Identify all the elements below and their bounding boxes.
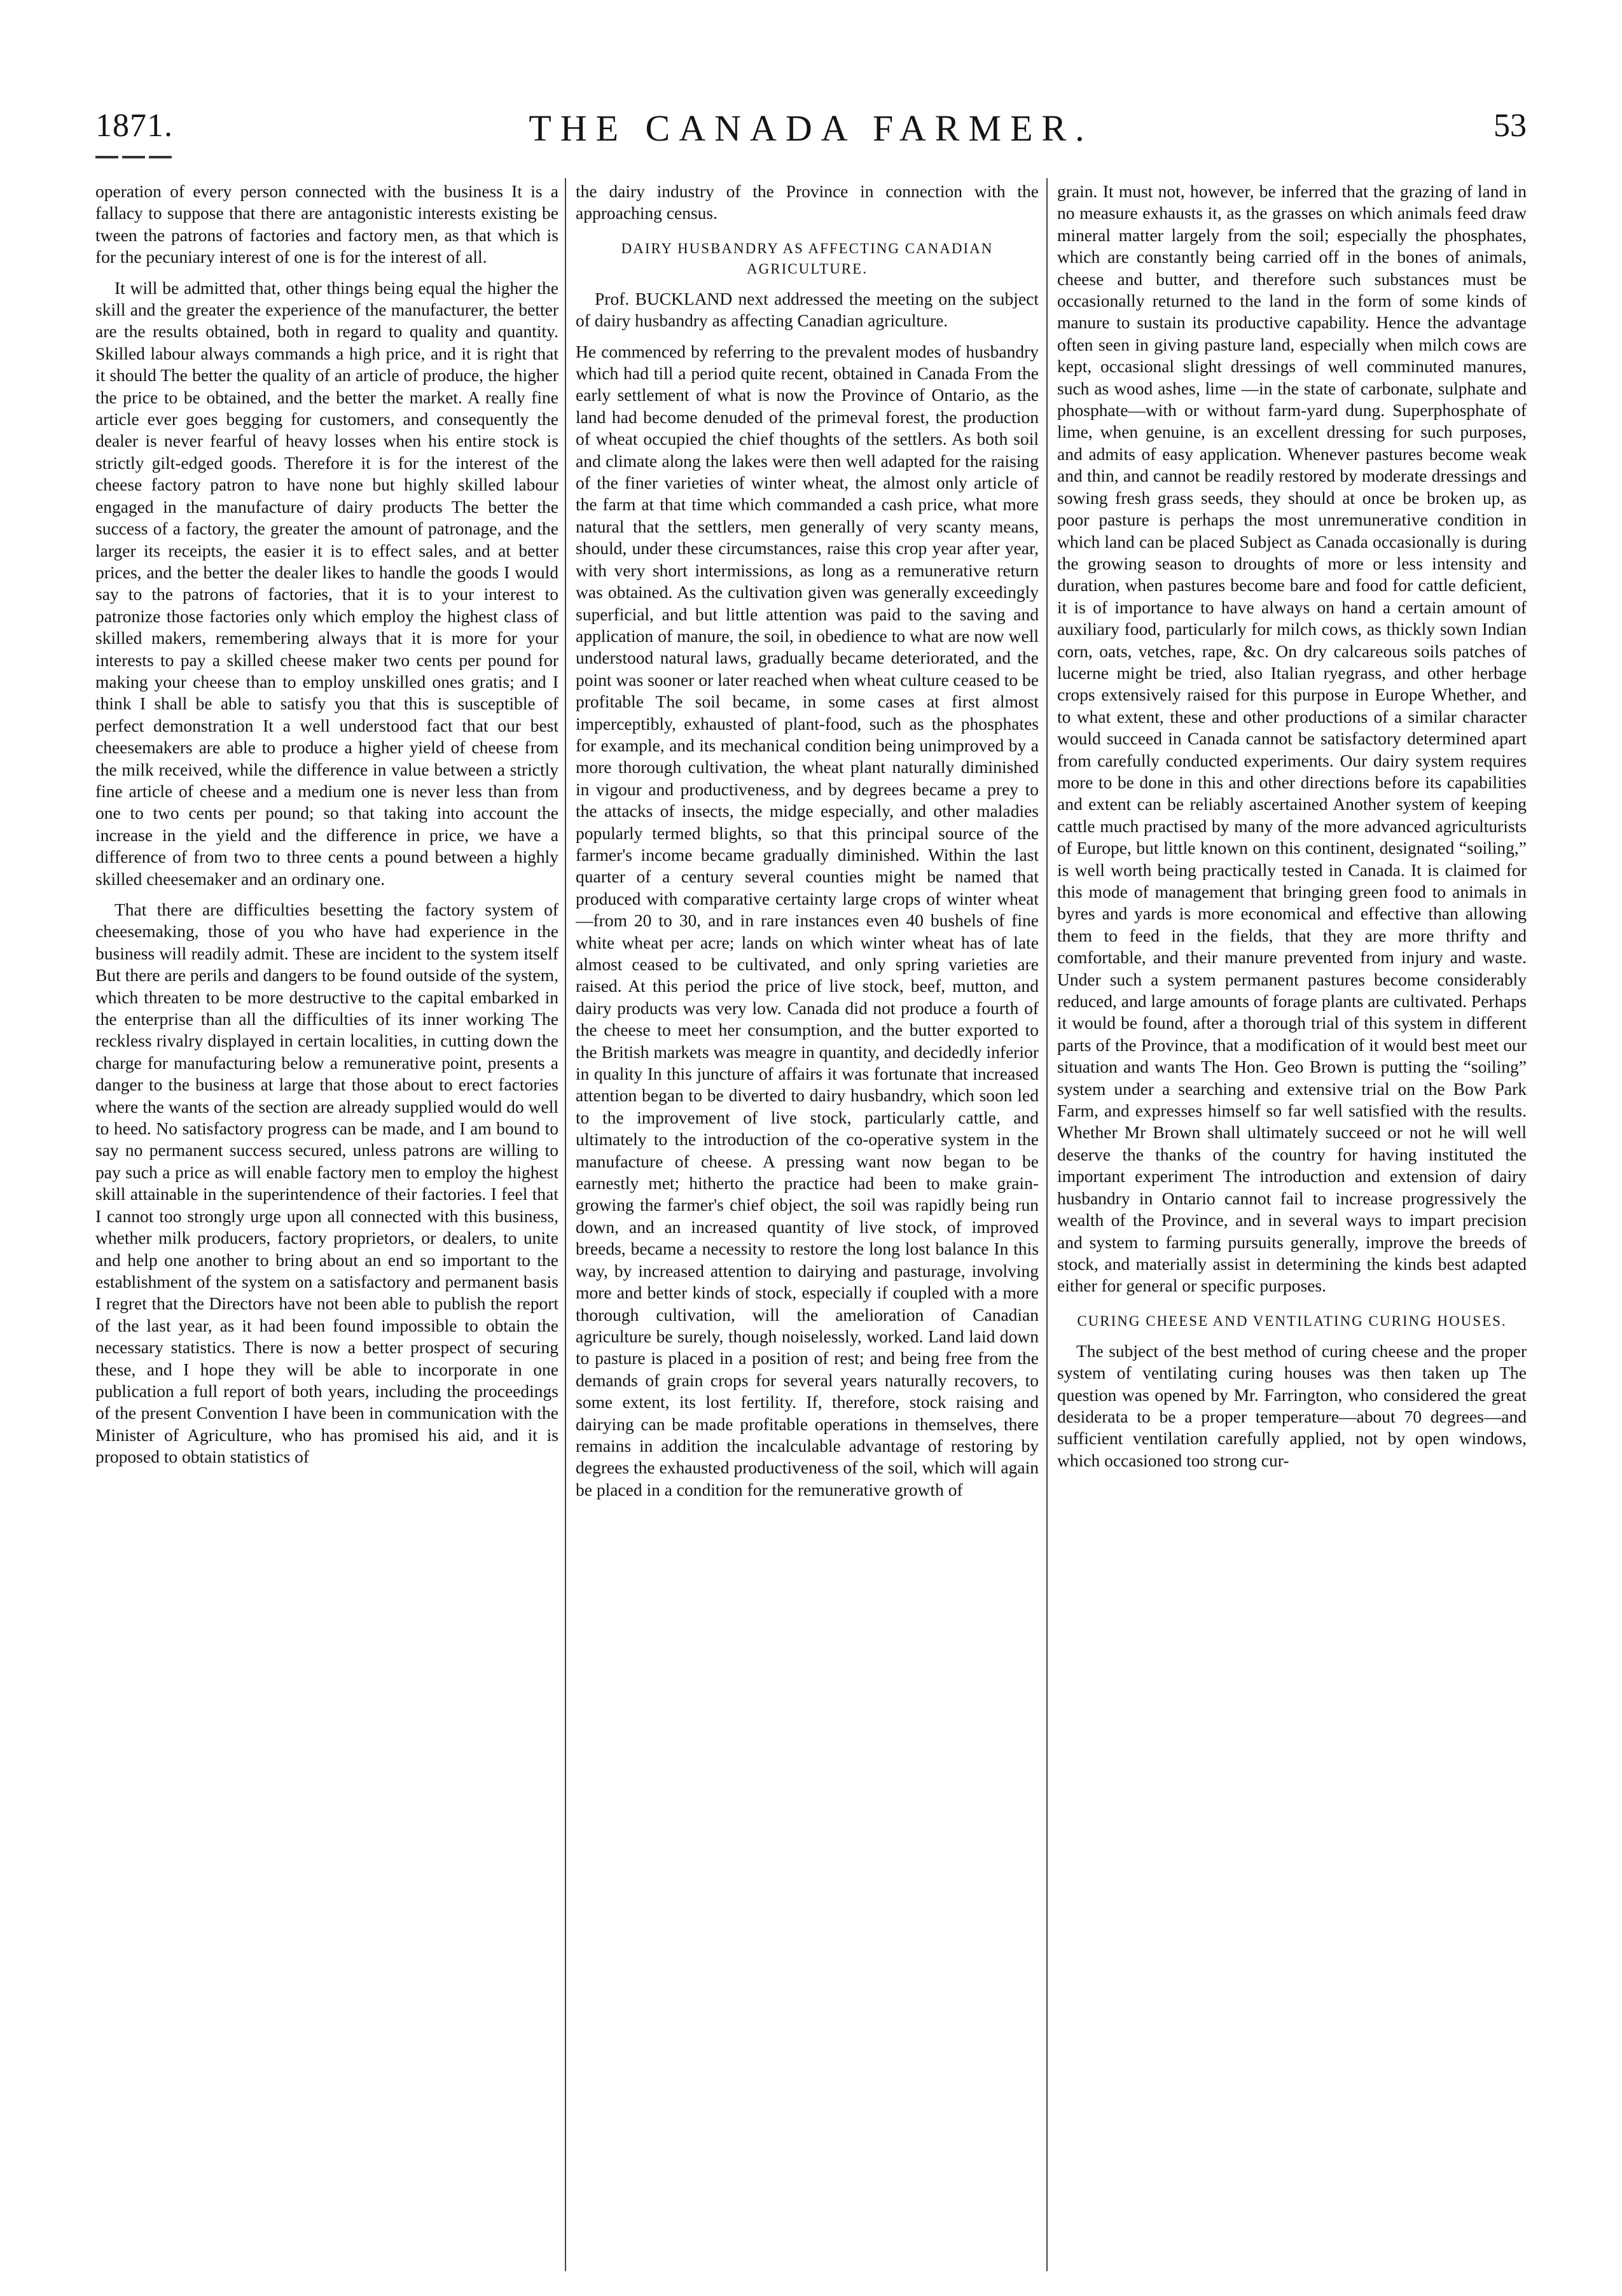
page-number: 53 [1494, 108, 1527, 144]
paragraph: grain. It must not, however, be inferred that the grazing of land in no measure exhausts it, as the grasses on which animals feed draw mineral matter largely from the soil; especially the phosphates, which are constantly being carried off in the bones of animals, cheese and butter, and therefore such substances must be occasionally returned to the land in the form of some kinds of manure to sustain its productive capability. Hence the advantage often seen in giving pasture land, especially when milch cows are kept, occasional slight dressings of well comminuted manures, such as wood ashes, lime —in the state of carbonate, sulphate and phosphate—with or without farm-yard dung. Superphosphate of lime, when genuine, is an excellent dressing for such purposes, and admits of easy application. Whenever pastures become weak and thin, and cannot be readily restored by moderate dressings and sowing fresh grass seeds, they should at once be broken up, as poor pasture is perhaps the most unremunerative condition in which land can be placed Subject as Canada occasionally is during the growing season to droughts of more or less intensity and duration, when pastures become bare and food for cattle deficient, it is of importance to have always on hand a certain amount of auxiliary food, particularly for milch cows, as thickly sown Indian corn, oats, vetches, rape, &c. On dry calcareous soils patches of lucerne might be tried, also Italian ryegrass, and other herbage crops extensively raised for this purpose in Europe Whether, and to what extent, these and other productions of a similar character would succeed in Canada cannot be satisfactory determined apart from carefully conducted experiments. Our dairy system requires more to be done in this and other directions before its capabilities and extent can be reliably ascertained Another system of keeping cattle much practised by many of the more advanced agriculturists of Europe, but little known on this continent, designated “soiling,” is well worth being practically tested in Canada. It is claimed for this mode of management that bringing green food to animals in byres and yards is more economical and effective than allowing them to feed in the fields, that they are more thrifty and comfortable, and their manure prevented from injury and waste. Under such a system permanent pastures become considerably reduced, and large amounts of forage plants are cultivated. Perhaps it would be found, after a thorough trial of this system in different parts of the Province, that a modification of it would best meet our situation and wants The Hon. Geo Brown is putting the “soiling” system under a searching and extensive trial on the Bow Park Farm, and expresses himself so far well satisfied with the results. Whether Mr Brown shall ultimately succeed or not he will well deserve the thanks of the country for having instituted the important experiment The introduction and extension of dairy husbandry in Ontario cannot fail to increase progressively the wealth of the Province, and in several ways to impart precision and system to farming pursuits generally, improve the breeds of stock, and materially assist in determining the kinds best adapted either for general or specific purposes. [1057, 181, 1527, 1296]
section-heading: DAIRY HUSBANDRY AS AFFECTING CANADIAN AGRICULTURE. [621, 240, 994, 277]
paragraph: He commenced by referring to the prevalent modes of husbandry which had till a period quite recent, obtained in Canada From the early settlement of what is now the Province of Ontario, as the land had become denuded of the primeval forest, the production of wheat occupied the chief thoughts of the settlers. As both soil and climate along the lakes were then well adapted for the raising of the finer varieties of winter wheat, the almost only article of the farm at that time which commanded a cash price, what more natural that the settlers, men generally of very scanty means, should, under these circumstances, raise this crop year after year, with very short intermissions, as long as a remunerative return was obtained. As the cultivation given was generally exceedingly superficial, and but little attention was paid to the saving and application of manure, the soil, in obedience to what are now well understood natural laws, gradually became deteriorated, and the point was sooner or later reached when wheat culture ceased to be profitable The soil became, in some cases at first almost imperceptibly, exhausted of plant-food, such as the phosphates for example, and its mechanical condition being unimproved by a more thorough cultivation, the wheat plant naturally diminished in vigour and productiveness, and by degrees became a prey to the attacks of insects, the midge especially, and other maladies popularly termed blights, so that this principal source of the farmer's income became gradually diminished. Within the last quarter of a century several counties might be named that produced with comparative certainty large crops of winter wheat—from 20 to 30, and in rare instances even 40 bushels of fine white wheat per acre; lands on which winter wheat has of late almost ceased to be cultivated, and only spring varieties are raised. At this period the price of live stock, beef, mutton, and dairy products was very low. Canada did not produce a fourth of the cheese to meet her consumption, and the butter exported to the British markets was meagre in quantity, and decidedly inferior in quality In this juncture of affairs it was fortunate that increased attention began to be diverted to dairy husbandry, which soon led to the improvement of live stock, particularly cattle, and ultimately to the introduction of the co-operative system in the manufacture of cheese. A pressing want now began to be earnestly met; hitherto the practice had been to make grain-growing the farmer's chief object, the soil was rapidly being run down, and an increased quantity of live stock, of improved breeds, became a necessity to restore the long lost balance In this way, by increased attention to dairying and pasturage, involving more and better kinds of stock, especially if coupled with a more thorough cultivation, will the amelioration of Canadian agriculture be surely, though noiselessly, worked. Land laid down to pasture is placed in a position of rest; and being free from the demands of grain crops for several years naturally recovers, to some extent, its lost fertility. If, therefore, stock raising and dairying can be made profitable operations in themselves, there remains in addition the incalculable advantage of restoring by degrees the exhausted productiveness of the soil, which will again be placed in a condition for the remunerative growth of [576, 341, 1039, 1499]
section-heading: CURING CHEESE AND VENTILATING CURING HOUSES. [1077, 1312, 1507, 1329]
column-rule-2 [1046, 178, 1048, 2271]
page-header [95, 107, 1527, 151]
column-2 [576, 181, 1039, 2261]
paragraph: the dairy industry of the Province in connection with the approaching census. [576, 181, 1039, 223]
issue-year: 1871. [95, 108, 173, 144]
paragraph: The subject of the best method of curing cheese and the proper system of ventilating curing houses was then taken up The question was opened by Mr. Farrington, who considered the great desiderata to be a proper temperature—about 70 degrees—and sufficient ventilation carefully applied, not by open windows, which occasioned too strong cur- [1057, 1340, 1527, 1470]
column-1 [95, 181, 558, 2261]
paragraph: It will be admitted that, other things being equal the higher the skill and the greater the experience of the manufacturer, the better are the results obtained, both in regard to quality and quantity. Skilled labour always commands a high price, and it is right that it should The better the quality of an article of produce, the higher the price to be obtained, and the better the market. A really fine article ever goes begging for customers, and consequently the dealer is never fearful of heavy losses when his entire stock is strictly gilt-edged goods. Therefore it is for the interest of the cheese factory patron to have none but highly skilled labour engaged in the manufacture of dairy products The better the success of a factory, the greater the amount of patronage, and the larger its receipts, the easier it is to effect sales, and at better prices, and the better the dealer likes to handle the goods I would say to the patrons of factories, that it is to your interest to patronize those factories only which employ the highest class of skilled makers, remembering always that it is more for your interests to pay a skilled cheese maker two cents per pound for making your cheese than to employ unskilled ones gratis; and I think I shall be able to satisfy you that this is susceptible of perfect demonstration It a well understood fact that our best cheesemakers are able to produce a higher yield of cheese from the milk received, while the difference in value between a strictly fine article of cheese and a medium one is never less than from one to two cents per pound; so that taking into account the increase in the yield and the difference in price, we have a difference of from two to three cents a pound between a highly skilled cheesemaker and an ordinary one. [95, 277, 558, 889]
header-ornament [95, 150, 223, 155]
masthead-title: THE CANADA FARMER. [529, 108, 1093, 149]
column-3 [1057, 181, 1527, 2261]
paragraph: operation of every person connected with the business It is a fallacy to suppose that there are antagonistic interests existing be tween the patrons of factories and factory men, as that which is for the pecuniary interest of one is for the interest of all. [95, 181, 558, 267]
paragraph: That there are difficulties besetting the factory system of cheesemaking, those of you who have had experience in the business will readily admit. These are incident to the system itself But there are perils and dangers to be found outside of the system, which threaten to be more destructive to the capital embarked in the enterprise than all the difficulties of its inner working The reckless rivalry displayed in certain localities, in cutting down the charge for manufacturing below a remunerative point, presents a danger to the business at large that those about to erect factories where the wants of the section are already supplied would do well to heed. No satisfactory progress can be made, and I am bound to say no permanent success secured, unless patrons are willing to pay such a price as will enable factory men to employ the highest skill attainable in the superintendence of their factories. I feel that I cannot too strongly urge upon all connected with this business, whether milk producers, factory proprietors, or dealers, to unite and help one another to bring about an end so important to the establishment of the system on a satisfactory and permanent basis I regret that the Directors have not been able to publish the report of the last year, as it had been found impossible to obtain the necessary statistics. There is now a better prospect of securing these, and I hope they will be able to incorporate in one publication a full report of both years, including the proceedings of the present Convention I have been in communication with the Minister of Agriculture, who has promised his aid, and it is proposed to obtain statistics of [95, 900, 558, 1467]
paragraph: Prof. BUCKLAND next addressed the meeting on the subject of dairy husbandry as affecting Canadian agriculture. [576, 288, 1039, 331]
column-rule-1 [565, 178, 566, 2271]
